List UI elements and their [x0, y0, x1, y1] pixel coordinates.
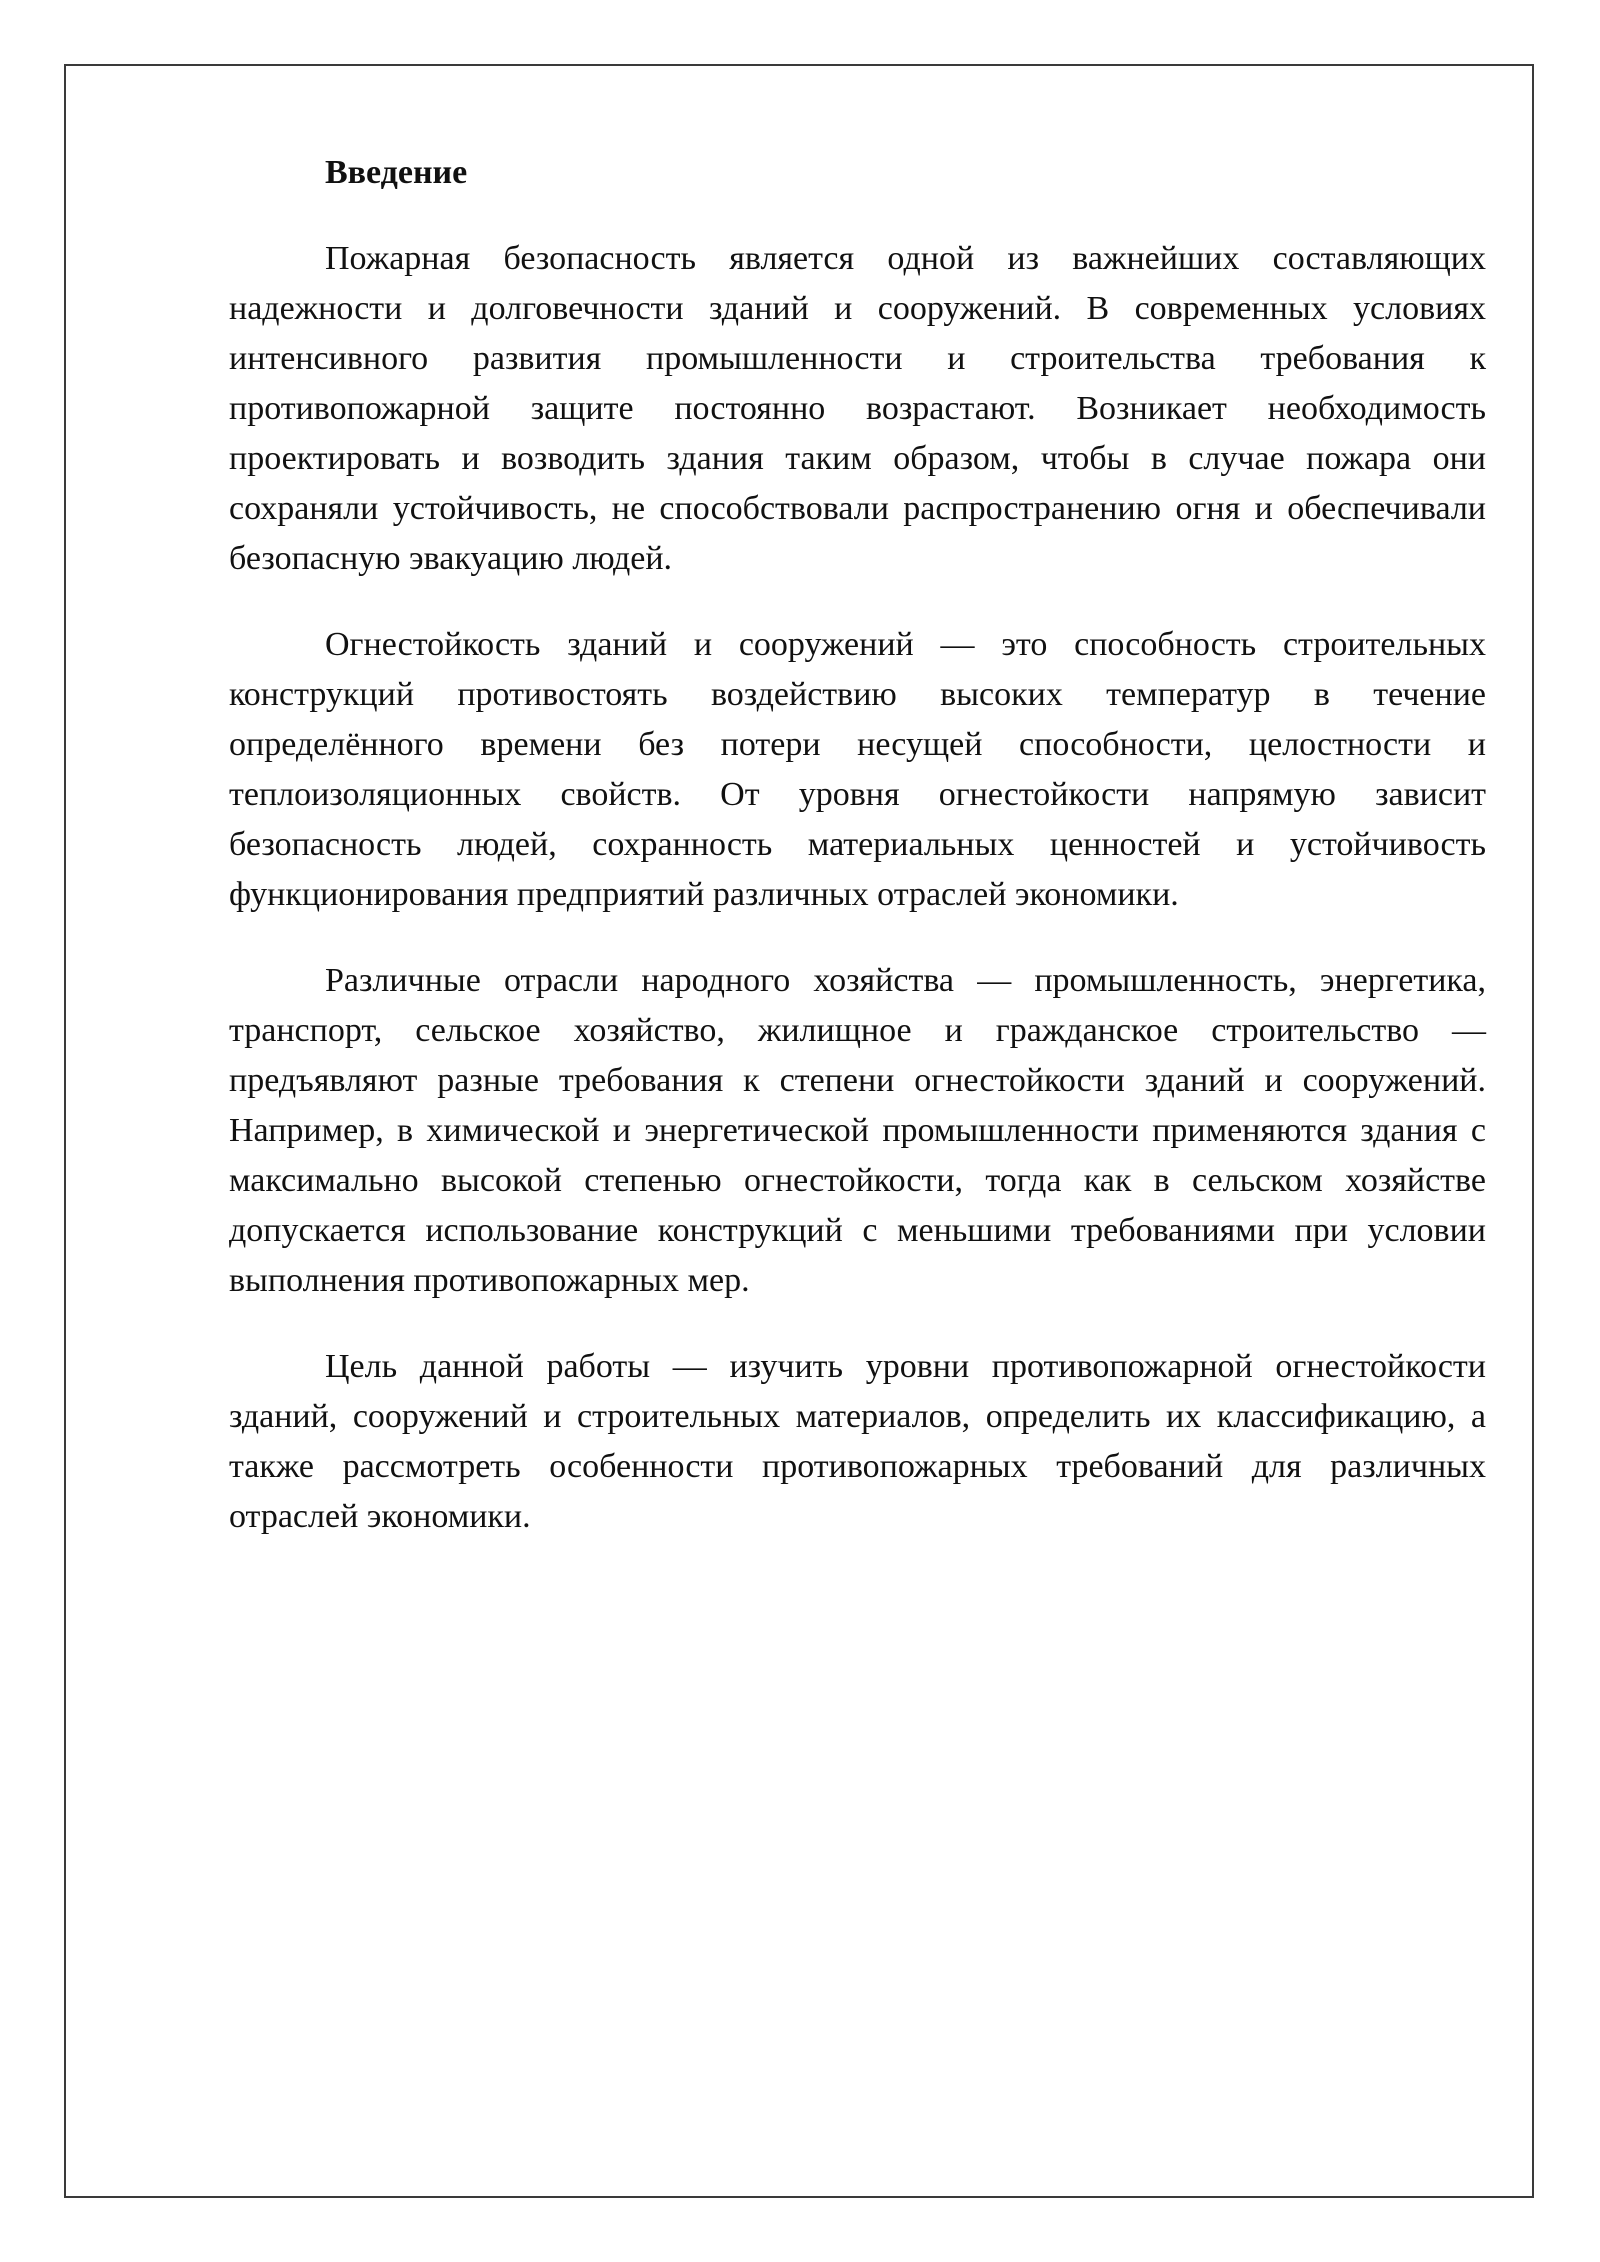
paragraph-3: Различные отрасли народного хозяйства — промышленность, энергетика, транспорт, сельское хозяйство, жилищное и гражданское строительство — предъявляют разные требования к степени огнестойкости зданий и сооружений. Например, в химической и энергетической промышленности применяются здания с максимально высокой степенью огнестойкости, тогда как в сельском хозяйстве допускается использование конструкций с меньшими требованиями при условии выполнения противопожарных мер.: [229, 962, 1486, 1299]
document-body: [229, 148, 1486, 1578]
paragraph-2: Огнестойкость зданий и сооружений — это способность строительных конструкций противостоять воздействию высоких температур в течение определённого времени без потери несущей способности, целостности и теплоизоляционных свойств. От уровня огнестойкости напрямую зависит безопасность людей, сохранность материальных ценностей и устойчивость функционирования предприятий различных отраслей экономики.: [229, 626, 1486, 913]
paragraph-4: Цель данной работы — изучить уровни противопожарной огнестойкости зданий, сооружений и строительных материалов, определить их классификацию, а также рассмотреть особенности противопожарных требований для различных отраслей экономики.: [229, 1348, 1486, 1535]
section-heading: Введение: [325, 154, 468, 191]
paragraph-1: Пожарная безопасность является одной из важнейших составляющих надежности и долговечности зданий и сооружений. В современных условиях интенсивного развития промышленности и строительства требования к противопожарной защите постоянно возрастают. Возникает необходимость проектировать и возводить здания таким образом, чтобы в случае пожара они сохраняли устойчивость, не способствовали распространению огня и обеспечивали безопасную эвакуацию людей.: [229, 240, 1486, 577]
